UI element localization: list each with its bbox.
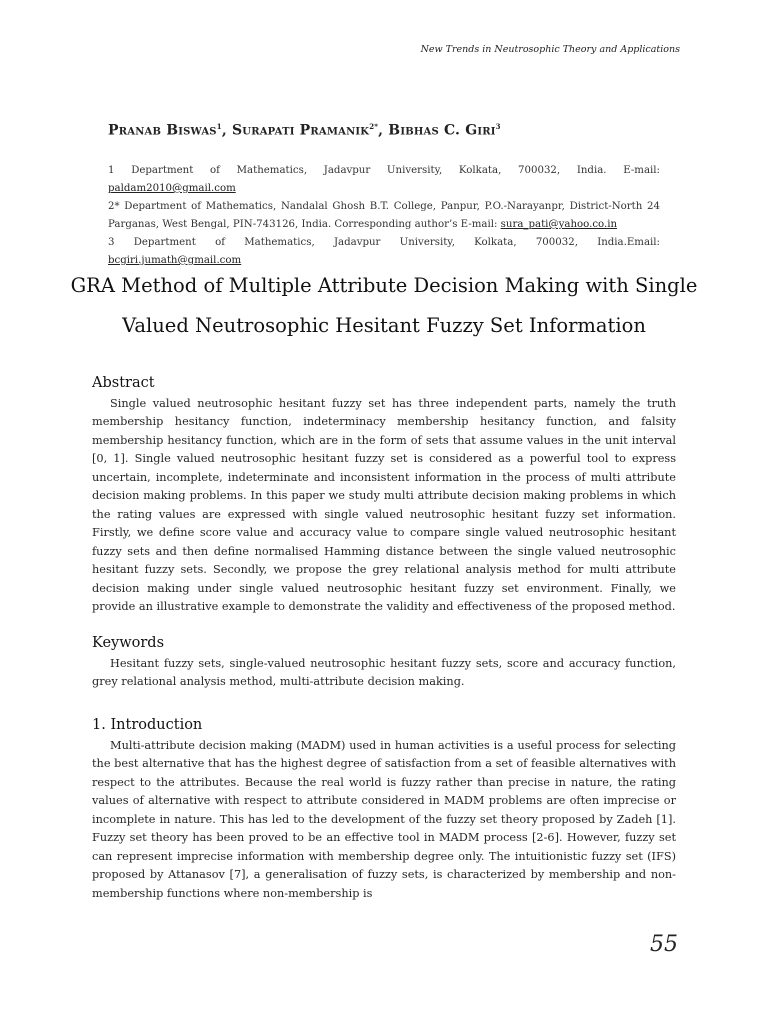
- affiliation-mark: 3: [495, 122, 501, 131]
- abstract-text: Single valued neutrosophic hesitant fuzzy set has three independent parts, namely the truth membership hesitancy function, indeterminacy membership hesitancy function, and falsity membership hesitancy function, which are in the form of sets that assume values in the unit interval [0, 1]. Single valued neutrosophic hesitant fuzzy set is considered as a powerful tool to express uncertain, incomplete, indeterminate and inconsistent information in the process of multi attribute decision making problems. In this paper we study multi attribute decision making problems in which the rating values are expressed with single valued neutrosophic hesitant fuzzy set information. Firstly, we define score value and accuracy value to compare single valued neutrosophic hesitant fuzzy sets and then define normalised Hamming distance between the single valued neutrosophic hesitant fuzzy sets. Secondly, we propose the grey relational analysis method for multi attribute decision making under single valued neutrosophic hesitant fuzzy set environment. Finally, we provide an illustrative example to demonstrate the validity and effectiveness of the proposed method.: [92, 396, 676, 613]
- author-name: Bibhas C. Giri: [388, 122, 496, 139]
- author-separator: ,: [378, 122, 389, 139]
- keywords-section: [92, 634, 676, 692]
- abstract-heading: Abstract: [92, 375, 155, 391]
- email-link[interactable]: paldam2010@gmail.com: [108, 183, 236, 194]
- introduction-section: [92, 716, 676, 903]
- abstract-section: [92, 374, 676, 617]
- introduction-heading: 1. Introduction: [92, 717, 203, 733]
- affiliation-mark: 2*: [369, 122, 379, 131]
- affiliations: [108, 162, 660, 270]
- affiliation-text: 1 Department of Mathematics, Jadavpur University, Kolkata, 700032, India. E-mail:: [108, 165, 660, 176]
- affiliation-3: [108, 234, 660, 270]
- introduction-text: Multi-attribute decision making (MADM) used in human activities is a useful process for selecting the best alternative that has the highest degree of satisfaction from a set of feasible alternatives with respect to the attributes. Because the real world is fuzzy rather than precise in nature, the rating values of alternative with respect to attribute considered in MADM problems are often imprecise or incomplete in nature. This has led to the development of the fuzzy set theory proposed by Zadeh [1]. Fuzzy set theory has been proved to be an effective tool in MADM process [2-6]. However, fuzzy set can represent imprecise information with membership degree only. The intuitionistic fuzzy set (IFS) proposed by Attanasov [7], a generalisation of fuzzy sets, is characterized by membership and non-membership functions where non-membership is: [92, 738, 676, 900]
- running-head: New Trends in Neutrosophic Theory and Applications: [420, 44, 680, 55]
- affiliation-1: [108, 162, 660, 198]
- author-name: Surapati Pramanik: [231, 122, 370, 139]
- affiliation-mark: 1: [216, 122, 222, 131]
- paper-title: GRA Method of Multiple Attribute Decision Making with Single Valued Neutrosophic Hesitant Fuzzy Set Information: [70, 274, 698, 337]
- keywords-text: Hesitant fuzzy sets, single-valued neutrosophic hesitant fuzzy sets, score and accuracy function, grey relational analysis method, multi-attribute decision making.: [92, 656, 676, 688]
- page-number: 55: [650, 932, 678, 957]
- email-link[interactable]: sura_pati@yahoo.co.in: [500, 219, 618, 230]
- author-separator: ,: [221, 122, 232, 139]
- email-link[interactable]: bcgiri.jumath@gmail.com: [108, 255, 242, 266]
- author-list: [108, 122, 501, 139]
- affiliation-text: 2* Department of Mathematics, Nandalal Ghosh B.T. College, Panpur, P.O.-Narayanpr, District-North 24 Parganas, West Bengal, PIN-743126, India. Corresponding author’s E-mail:: [108, 201, 660, 230]
- keywords-heading: Keywords: [92, 635, 165, 651]
- author-name: Pranab Biswas: [108, 122, 217, 139]
- affiliation-2: [108, 198, 660, 234]
- affiliation-text: 3 Department of Mathematics, Jadavpur University, Kolkata, 700032, India.Email:: [108, 237, 660, 248]
